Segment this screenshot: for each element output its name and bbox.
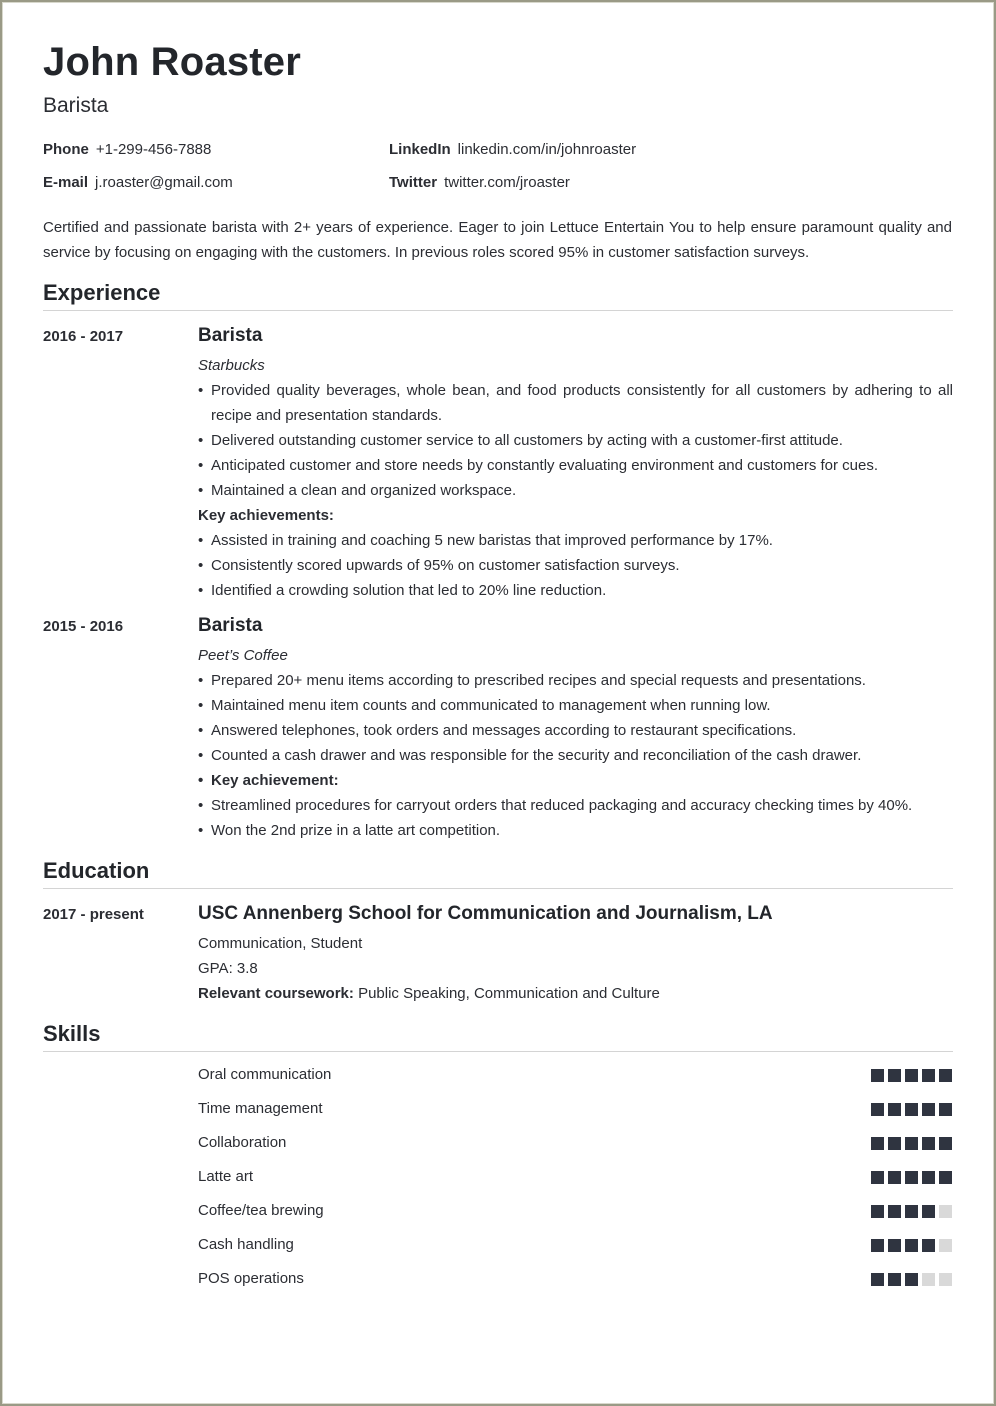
rating-square-filled <box>871 1239 884 1252</box>
rating-square-filled <box>905 1239 918 1252</box>
skill-name: Cash handling <box>198 1236 294 1253</box>
job-2-role: Barista <box>198 615 263 636</box>
education-program: Communication, Student <box>198 935 363 952</box>
job-1-achievement: • Assisted in training and coaching 5 new baristas that improved performance by 17%. <box>198 528 953 553</box>
rating-square-filled <box>939 1069 952 1082</box>
email-value: j.roaster@gmail.com <box>95 174 233 191</box>
rating-square-filled <box>871 1069 884 1082</box>
rating-square-filled <box>888 1239 901 1252</box>
experience-heading: Experience <box>43 280 953 311</box>
job-2-achievement-label: • Key achievement: <box>198 768 953 793</box>
job-1-bullet: • Provided quality beverages, whole bean, and food products consistently for all customers by adhering to all recipe and presentation standards. <box>198 378 953 428</box>
rating-square-filled <box>871 1273 884 1286</box>
job-1-role: Barista <box>198 325 263 346</box>
job-2-bullet: • Prepared 20+ menu items according to prescribed recipes and special requests and presentations. <box>198 668 953 693</box>
rating-square-filled <box>939 1103 952 1116</box>
rating-square-filled <box>888 1273 901 1286</box>
twitter-value: twitter.com/jroaster <box>444 174 570 191</box>
coursework-label: Relevant coursework: <box>198 985 354 1002</box>
job-1-dates: 2016 - 2017 <box>43 328 124 345</box>
rating-square-empty <box>939 1273 952 1286</box>
rating-square-filled <box>922 1171 935 1184</box>
rating-square-filled <box>905 1069 918 1082</box>
skill-name: Latte art <box>198 1168 254 1185</box>
phone-value: +1-299-456-7888 <box>95 141 212 158</box>
skill-name: Coffee/tea brewing <box>198 1202 324 1219</box>
rating-square-filled <box>905 1171 918 1184</box>
skill-name: Time management <box>198 1100 323 1117</box>
rating-square-filled <box>871 1171 884 1184</box>
rating-square-filled <box>922 1103 935 1116</box>
rating-square-filled <box>905 1103 918 1116</box>
rating-square-filled <box>888 1103 901 1116</box>
job-title: Barista <box>43 94 109 117</box>
rating-square-empty <box>922 1273 935 1286</box>
twitter-label: Twitter <box>389 174 438 191</box>
linkedin-value: linkedin.com/in/johnroaster <box>457 141 637 158</box>
rating-square-empty <box>939 1205 952 1218</box>
job-2-bullet: • Maintained menu item counts and communicated to management when running low. <box>198 693 953 718</box>
rating-square-filled <box>905 1273 918 1286</box>
job-1-bullet: • Delivered outstanding customer service to all customers by acting with a customer-first attitude. <box>198 428 953 453</box>
job-1-bullet: • Anticipated customer and store needs by constantly evaluating environment and customers for cues. <box>198 453 953 478</box>
education-gpa: GPA: 3.8 <box>198 960 258 977</box>
job-1-achievements-label: Key achievements: <box>198 507 334 524</box>
rating-square-filled <box>939 1137 952 1150</box>
contact-phone <box>43 141 211 158</box>
rating-square-filled <box>922 1205 935 1218</box>
skills-heading: Skills <box>43 1021 953 1052</box>
summary: Certified and passionate barista with 2+ years of experience. Eager to join Lettuce Entertain You to help ensure paramount quality and service by focusing on engaging with the customers. In previous roles scored 95% in customer satisfaction surveys. <box>43 219 952 261</box>
rating-square-filled <box>888 1069 901 1082</box>
linkedin-label: LinkedIn <box>389 141 451 158</box>
job-1-bullet: • Maintained a clean and organized workspace. <box>198 478 953 503</box>
skill-name: Oral communication <box>198 1066 332 1083</box>
job-1-company: Starbucks <box>198 357 265 374</box>
phone-label: Phone <box>43 141 89 158</box>
education-heading: Education <box>43 858 953 889</box>
job-1-achievement: • Consistently scored upwards of 95% on customer satisfaction surveys. <box>198 553 953 578</box>
contact-email <box>43 174 233 191</box>
education-coursework <box>198 981 953 1006</box>
rating-square-filled <box>888 1137 901 1150</box>
rating-square-filled <box>939 1171 952 1184</box>
rating-square-filled <box>922 1239 935 1252</box>
rating-square-filled <box>871 1205 884 1218</box>
contact-twitter <box>389 174 570 191</box>
rating-square-filled <box>888 1171 901 1184</box>
rating-square-filled <box>922 1137 935 1150</box>
rating-square-filled <box>871 1137 884 1150</box>
job-2-bullet: • Answered telephones, took orders and messages according to restaurant specifications. <box>198 718 953 743</box>
email-label: E-mail <box>43 174 89 191</box>
job-2-bullet: • Counted a cash drawer and was responsible for the security and reconciliation of the cash drawer. <box>198 743 953 768</box>
job-2-bullet: • Streamlined procedures for carryout orders that reduced packaging and accuracy checking times by 40%. <box>198 793 953 818</box>
job-1-achievement: • Identified a crowding solution that led to 20% line reduction. <box>198 578 953 603</box>
education-dates: 2017 - present <box>43 906 144 923</box>
job-2-dates: 2015 - 2016 <box>43 618 124 635</box>
rating-square-filled <box>888 1205 901 1218</box>
job-2-bullet: • Won the 2nd prize in a latte art competition. <box>198 818 953 843</box>
skill-name: Collaboration <box>198 1134 287 1151</box>
rating-square-filled <box>905 1205 918 1218</box>
coursework-value: Public Speaking, Communication and Culture <box>358 985 660 1002</box>
candidate-name: John Roaster <box>43 40 302 84</box>
skill-name: POS operations <box>198 1270 304 1287</box>
rating-square-empty <box>939 1239 952 1252</box>
rating-square-filled <box>871 1103 884 1116</box>
rating-square-filled <box>922 1069 935 1082</box>
school-name: USC Annenberg School for Communication and Journalism, LA <box>198 903 773 924</box>
rating-square-filled <box>905 1137 918 1150</box>
contact-linkedin <box>389 141 636 158</box>
job-2-company: Peet’s Coffee <box>198 647 288 664</box>
